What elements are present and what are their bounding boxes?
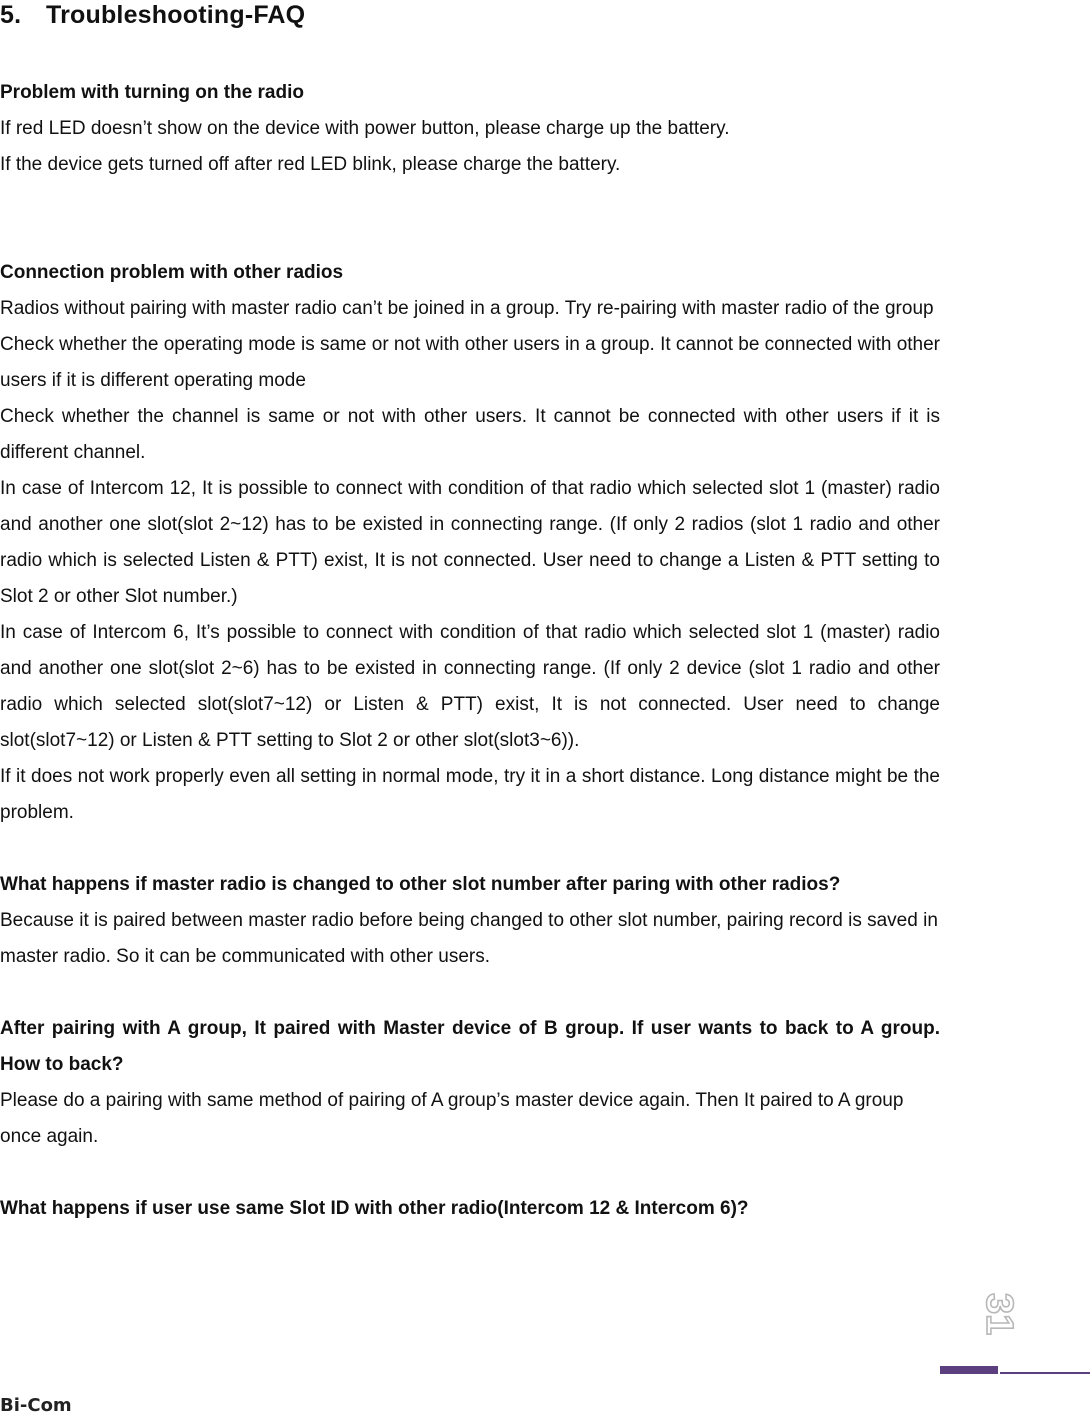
faq-master-slot-change <box>0 867 940 975</box>
faq-answer-line: If red LED doesn’t show on the device with power button, please charge up the battery. <box>0 118 730 139</box>
faq-answer-line: If the device gets turned off after red LED blink, please charge the battery. <box>0 154 621 175</box>
faq-question: What happens if user use same Slot ID with other radio(Intercom 12 & Intercom 6)? <box>0 1198 749 1219</box>
faq-same-slot-id <box>0 1191 940 1227</box>
faq-connection <box>0 255 940 831</box>
section-number: 5. <box>0 1 22 29</box>
faq-answer: Because it is paired between master radio before being changed to other slot number, pairing record is saved in master radio. So it can be communicated with other users. <box>0 910 938 967</box>
footer-brand: Bi-Com <box>0 1395 72 1416</box>
faq-question: After pairing with A group, It paired with Master device of B group. If user wants to back to A group. How to back? <box>0 1018 940 1075</box>
faq-answer-paragraph: In case of Intercom 6, It’s possible to connect with condition of that radio which selected slot 1 (master) radio and another one slot(slot 2~6) has to be existed in connecting range. (If only 2 device (slot 1 radio and other radio which selected slot(slot7~12) or Listen & PTT) exist, It is not connected. User need to change slot(slot7~12) or Listen & PTT setting to Slot 2 or other slot(slot3~6)). <box>0 622 940 751</box>
footer-rule <box>1000 1372 1090 1374</box>
faq-answer-paragraph: If it does not work properly even all setting in normal mode, try it in a short distance. Long distance might be the problem. <box>0 766 940 823</box>
faq-back-to-group <box>0 1011 940 1155</box>
faq-answer-paragraph: Radios without pairing with master radio can’t be joined in a group. Try re-pairing with master radio of the group <box>0 298 934 319</box>
faq-answer-paragraph: Check whether the operating mode is same or not with other users in a group. It cannot be connected with other users if it is different operating mode <box>0 334 940 391</box>
footer-accent-bar <box>940 1366 998 1374</box>
faq-question: Connection problem with other radios <box>0 262 344 283</box>
faq-answer: Please do a pairing with same method of pairing of A group’s master device again. Then It paired to A group once again. <box>0 1090 904 1147</box>
faq-answer-paragraph: In case of Intercom 12, It is possible to connect with condition of that radio which selected slot 1 (master) radio and another one slot(slot 2~12) has to be existed in connecting range. (If only 2 radios (slot 1 radio and other radio which is selected Listen & PTT) exist, It is not connected. User need to change a Listen & PTT setting to Slot 2 or other Slot number.) <box>0 478 940 607</box>
faq-question: Problem with turning on the radio <box>0 82 304 103</box>
page-number: 31 <box>978 1293 1020 1336</box>
faq-turning-on <box>0 75 940 183</box>
faq-answer-paragraph: Check whether the channel is same or not with other users. It cannot be connected with other users if it is different channel. <box>0 406 940 463</box>
section-heading <box>0 0 940 30</box>
faq-question: What happens if master radio is changed to other slot number after paring with other radios? <box>0 874 841 895</box>
section-title: Troubleshooting-FAQ <box>46 1 306 29</box>
